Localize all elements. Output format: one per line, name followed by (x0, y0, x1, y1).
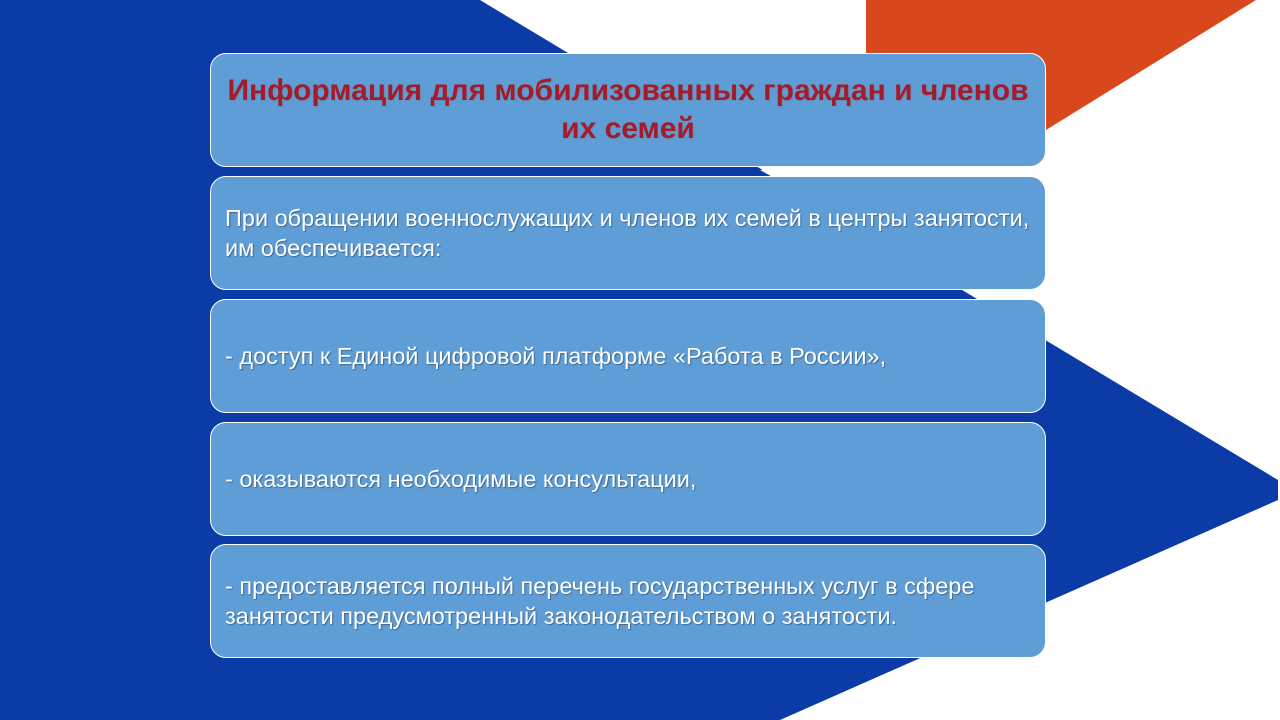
intro-text: При обращении военнослужащих и членов их семей в центры занятости, им обеспечивается: (225, 205, 1030, 261)
list-item (210, 544, 1046, 658)
list-item (210, 422, 1046, 536)
slide-title: Информация для мобилизованных граждан и членов их семей (227, 74, 1029, 145)
list-item-text: - оказываются необходимые консультации, (225, 466, 697, 492)
intro-box (210, 176, 1046, 290)
list-item-text: - предоставляется полный перечень государственных услуг в сфере занятости предусмотренный законодательством о занятости. (225, 573, 975, 629)
list-item (210, 299, 1046, 413)
title-box (210, 53, 1046, 167)
list-item-text: - доступ к Единой цифровой платформе «Работа в России», (225, 343, 887, 369)
